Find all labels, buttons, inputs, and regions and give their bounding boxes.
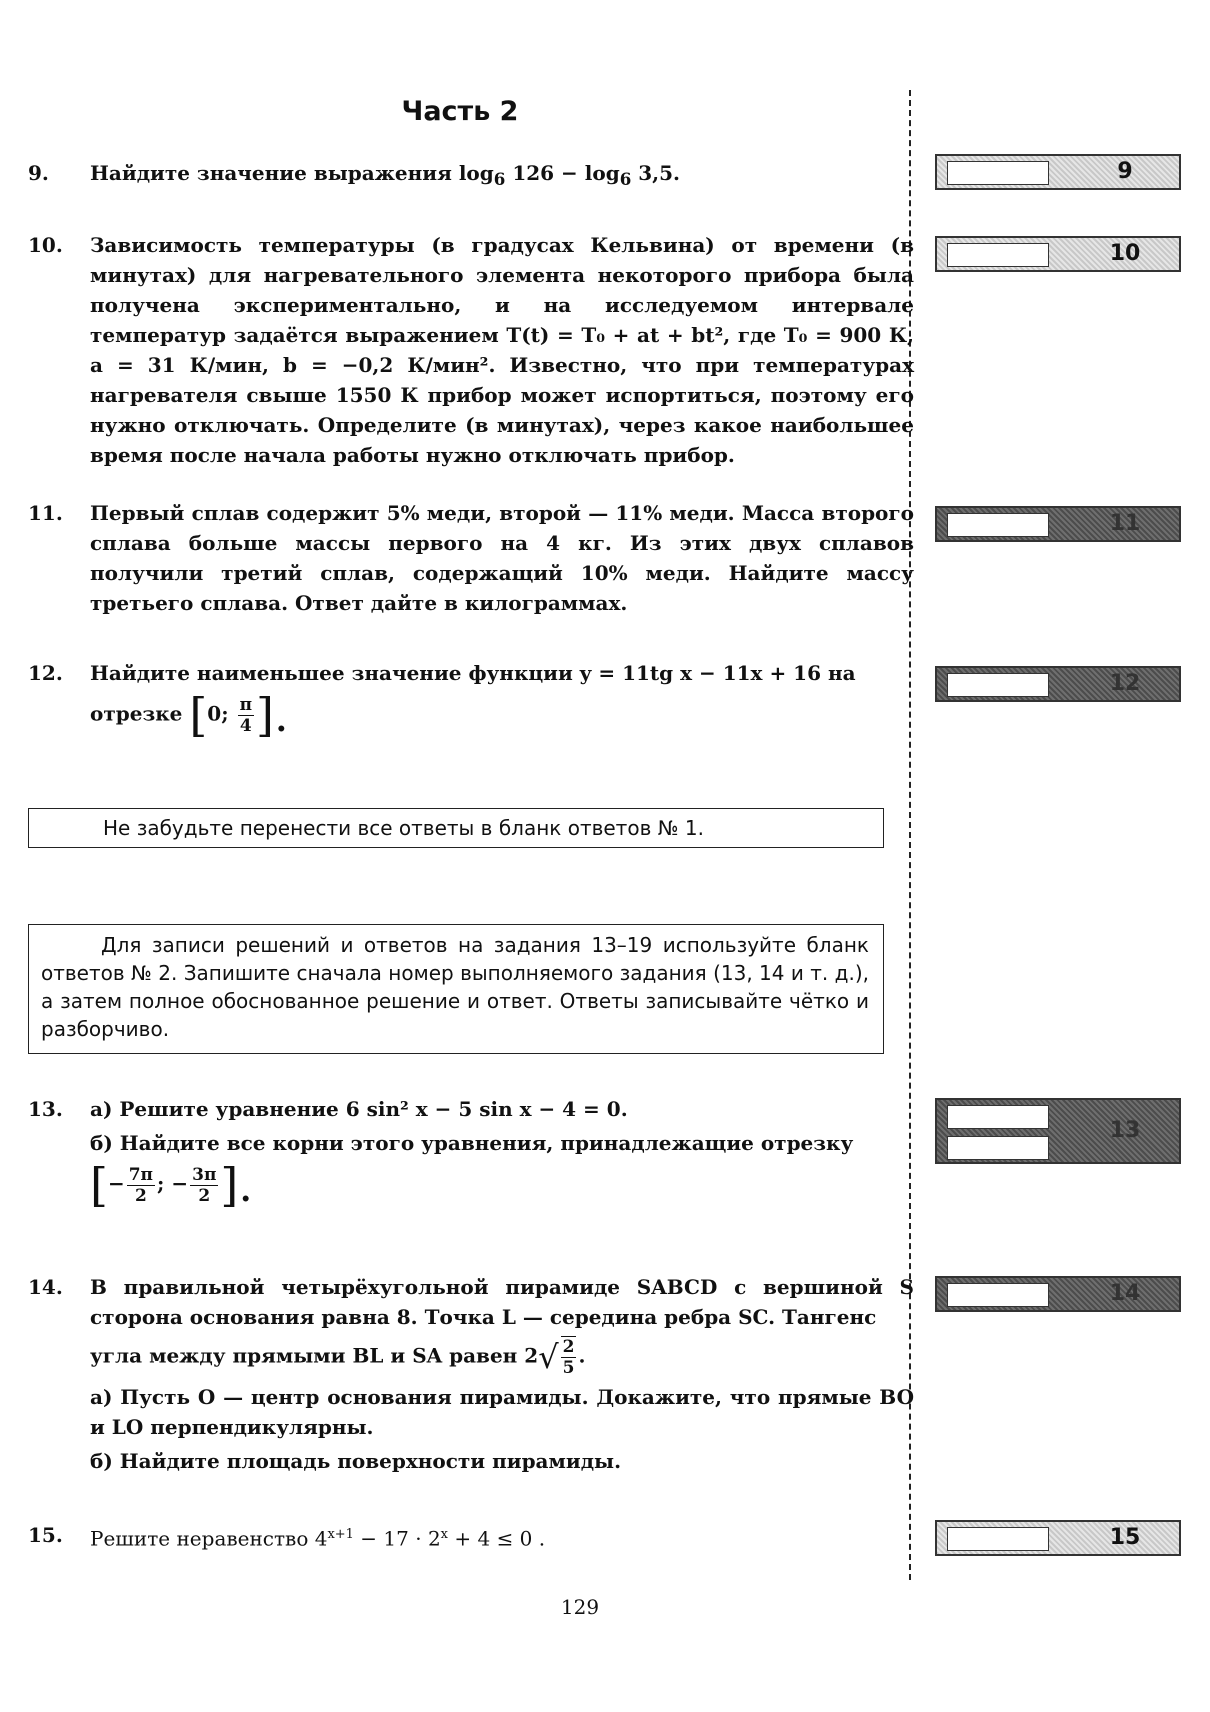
task-13-part-a: а) Решите уравнение 6 sin² x − 5 sin x − 4 = 0. — [90, 1097, 628, 1121]
exponent: x — [440, 1527, 449, 1542]
fraction-numerator: 3π — [192, 1164, 217, 1185]
log-base: 6 — [619, 169, 632, 189]
sqrt-sign: √ — [538, 1338, 559, 1376]
answer-box-14 — [935, 1276, 1181, 1312]
answer-field[interactable] — [947, 161, 1049, 185]
answer-field[interactable] — [947, 673, 1049, 697]
answer-box-label: 10 — [1109, 241, 1141, 266]
minus-sign: − — [171, 1171, 189, 1196]
fraction-denominator: 4 — [239, 715, 252, 736]
bracket-close: ]. — [256, 688, 289, 742]
task-number: 12. — [28, 661, 63, 685]
task-number: 11. — [28, 501, 63, 525]
answer-field[interactable] — [947, 1283, 1049, 1307]
part-title: Часть 2 — [401, 96, 519, 127]
bracket-open: [ — [90, 1158, 108, 1212]
task-number: 10. — [28, 233, 63, 257]
answer-box-15 — [935, 1520, 1181, 1556]
task-text — [90, 158, 914, 194]
task-number: 13. — [28, 1097, 63, 1121]
task-15-text-pre: Решите неравенство 4 — [90, 1526, 328, 1551]
answer-box-12 — [935, 666, 1181, 702]
task-14-part-a: а) Пусть O — центр основания пирамиды. Докажите, что прямые BO и LO перпендикулярны. — [90, 1385, 914, 1439]
answer-box-13 — [935, 1098, 1181, 1164]
answer-box-label: 15 — [1109, 1525, 1141, 1550]
task-9-text-mid: 126 − log — [505, 161, 620, 185]
fraction — [238, 695, 254, 736]
answer-field[interactable] — [947, 513, 1049, 537]
answer-box-9 — [935, 154, 1181, 190]
page-number: 129 — [560, 1595, 600, 1619]
log-base: 6 — [493, 169, 506, 189]
answer-box-label: 14 — [1109, 1281, 1141, 1306]
fraction-numerator: 7π — [128, 1164, 153, 1185]
task-15-text-post: + 4 ≤ 0 . — [448, 1526, 546, 1551]
answer-box-11 — [935, 506, 1181, 542]
task-9-text-post: 3,5. — [631, 161, 681, 185]
instructions-notice — [28, 924, 884, 1054]
answer-box-label: 13 — [1109, 1118, 1141, 1143]
answer-box-label: 12 — [1109, 671, 1141, 696]
instructions-text: Для записи решений и ответов на задания 13–19 используйте бланк ответов № 2. Запишите сначала номер выполняемого задания (13, 14 и т. д.), а затем полное обоснованное решение и ответ. Ответы записывайте чётко и разборчиво. — [41, 933, 869, 1041]
bracket-open: [ — [189, 688, 208, 742]
answer-box-label: 11 — [1109, 511, 1141, 536]
task-13-part-b: б) Найдите все корни этого уравнения, принадлежащие отрезку — [90, 1131, 854, 1155]
task-15-text-mid: − 17 · 2 — [353, 1526, 441, 1551]
fraction-denominator: 2 — [134, 1185, 147, 1206]
fraction-numerator: π — [239, 694, 253, 715]
task-14-condition: В правильной четырёхугольной пирамиде SABCD с вершиной S сторона основания равна 8. Точка L — середина ребра SC. Тангенс — [90, 1275, 914, 1329]
task-text: Первый сплав содержит 5% меди, второй — 11% меди. Масса второго сплава больше массы первого на 4 кг. Из этих двух сплавов получили третий сплав, содержащий 10% меди. Найдите массу третьего сплава. Ответ дайте в килограммах. — [90, 501, 914, 615]
fraction — [190, 1165, 218, 1206]
minus-sign: − — [107, 1171, 125, 1196]
task-13-interval — [90, 1158, 914, 1212]
task-number: 15. — [28, 1523, 63, 1547]
task-12-line: Найдите наименьшее значение функции y = 11tg x − 11x + 16 на — [90, 661, 856, 685]
fraction-numerator: 2 — [562, 1337, 575, 1357]
task-number: 9. — [28, 161, 49, 185]
separator: ; — [157, 1171, 165, 1196]
task-text — [90, 1520, 914, 1554]
exponent: x+1 — [327, 1527, 354, 1542]
reminder-text: Не забудьте перенести все ответы в бланк ответов № 1. — [103, 816, 704, 840]
task-14-tangent-text: угла между прямыми BL и SA равен 2 — [90, 1343, 539, 1368]
task-text — [90, 1272, 914, 1476]
answer-box-10 — [935, 236, 1181, 272]
fraction — [127, 1165, 155, 1206]
fraction-denominator: 5 — [562, 1358, 575, 1378]
interval-start: 0; — [207, 701, 229, 726]
task-text: Зависимость температуры (в градусах Кельвина) от времени (в минутах) для нагревательного элемента некоторого прибора была получена экспериментально, и на исследуемом интервале температур задаётся выражением T(t) = T₀ + at + bt², где T₀ = 900 К, a = 31 К/мин, b = −0,2 К/мин². Известно, что при температурах нагревателя свыше 1550 К прибор может испортиться, поэтому его нужно отключать. Определите (в минутах), через какое наибольшее время после начала работы нужно отключать прибор. — [90, 233, 914, 467]
period: . — [578, 1343, 586, 1368]
fraction — [561, 1336, 577, 1378]
bracket-close: ]. — [220, 1158, 253, 1212]
task-number: 14. — [28, 1275, 63, 1299]
answer-field-a[interactable] — [947, 1105, 1049, 1129]
fraction-denominator: 2 — [198, 1185, 211, 1206]
answer-field[interactable] — [947, 243, 1049, 267]
answer-field-b[interactable] — [947, 1136, 1049, 1160]
task-text — [90, 1094, 914, 1212]
task-14-part-b: б) Найдите площадь поверхности пирамиды. — [90, 1449, 622, 1473]
answer-box-label: 9 — [1117, 159, 1133, 184]
task-12-prefix: отрезке — [90, 701, 183, 726]
task-text — [90, 658, 914, 742]
answer-field[interactable] — [947, 1527, 1049, 1551]
task-14-tangent — [90, 1336, 914, 1378]
reminder-notice — [28, 808, 884, 848]
task-9-text-pre: Найдите значение выражения log — [90, 161, 494, 185]
task-12-interval — [90, 688, 914, 742]
